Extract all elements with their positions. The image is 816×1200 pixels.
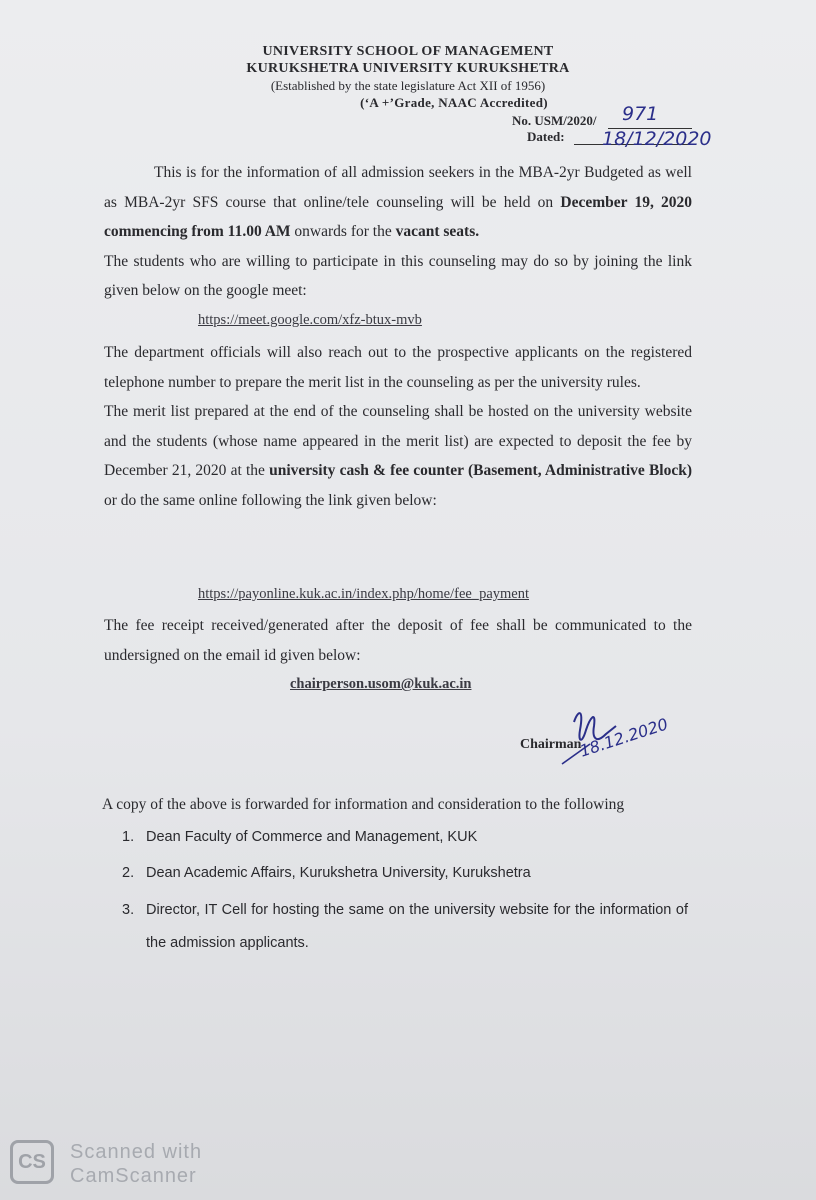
reference-number-label: No. USM/2020/ (512, 113, 597, 128)
notice-body-main (104, 338, 692, 516)
camscanner-watermark (70, 1140, 202, 1188)
list-item (122, 862, 688, 884)
copy-forward-line: A copy of the above is forwarded for information and consideration to the following (102, 796, 625, 813)
para2: The students who are willing to participate in this counseling may do so by joining the link given below on the google meet: (104, 252, 692, 300)
list-number: 1. (122, 829, 135, 845)
reference-number-handwritten: 971 (622, 103, 659, 125)
signatory-title: Chairman (520, 737, 582, 752)
google-meet-link[interactable]: https://meet.google.com/xfz-btux-mvb (198, 312, 422, 328)
list-text: Director, IT Cell for hosting the same on the university website for the information of the admission applicants. (146, 902, 688, 951)
signature-date: 18.12.2020 (577, 714, 671, 761)
para4-text-b: or do the same online following the link given below: (104, 491, 437, 509)
list-text: Dean Faculty of Commerce and Management, KUK (146, 829, 478, 845)
para1-date-bold: December 19, 2020 commencing from 11.00 AM (104, 193, 693, 241)
camscanner-logo (10, 1140, 54, 1184)
university-name: KURUKSHETRA UNIVERSITY KURUKSHETRA (246, 61, 570, 76)
notice-body-intro (104, 158, 692, 306)
camscanner-logo-text: CS (18, 1150, 46, 1173)
list-item (122, 826, 688, 848)
para3: The department officials will also reach out to the prospective applicants on the registered telephone number to prepare the merit list in the counseling as per the university rules. (104, 344, 692, 391)
list-number: 3. (122, 902, 135, 918)
para4-text-a: The merit list prepared at the end of the counseling shall be hosted on the university website and the students (whose name appeared in the merit list) are expected to deposit the fee by December 21, 2020 at the (104, 403, 692, 480)
date-label: Dated: (527, 129, 565, 144)
watermark-line2: CamScanner (70, 1165, 197, 1187)
fee-payment-link[interactable]: https://payonline.kuk.ac.in/index.php/home/fee_payment (198, 586, 530, 602)
recipient-list (122, 826, 688, 974)
para1-seats-bold: vacant seats. (395, 223, 480, 241)
para5: The fee receipt received/generated after the deposit of fee shall be communicated to the undersigned on the email id given below: (104, 617, 692, 664)
watermark-line1: Scanned with (70, 1141, 203, 1163)
school-name: UNIVERSITY SCHOOL OF MANAGEMENT (262, 44, 554, 59)
para1-text-a: This is for the information of all admission seekers in the MBA-2yr Budgeted as well as MBA-2yr SFS course that online/tele counseling will be held on (104, 164, 692, 211)
notice-body-receipt (104, 611, 692, 670)
list-text: Dean Academic Affairs, Kurukshetra University, Kurukshetra (146, 865, 531, 881)
accreditation: (‘A +’Grade, NAAC Accredited) (360, 95, 548, 110)
list-item (122, 894, 688, 960)
establishment-note: (Established by the state legislature Act XII of 1956) (270, 78, 546, 93)
date-handwritten: 18/12/2020 (602, 128, 712, 150)
email-link[interactable]: chairperson.usom@kuk.ac.in (290, 676, 472, 692)
para1-text-b: onwards for the (294, 223, 392, 241)
para4-counter-bold: university cash & fee counter (Basement, Administrative Block) (269, 462, 693, 480)
list-number: 2. (122, 865, 135, 881)
